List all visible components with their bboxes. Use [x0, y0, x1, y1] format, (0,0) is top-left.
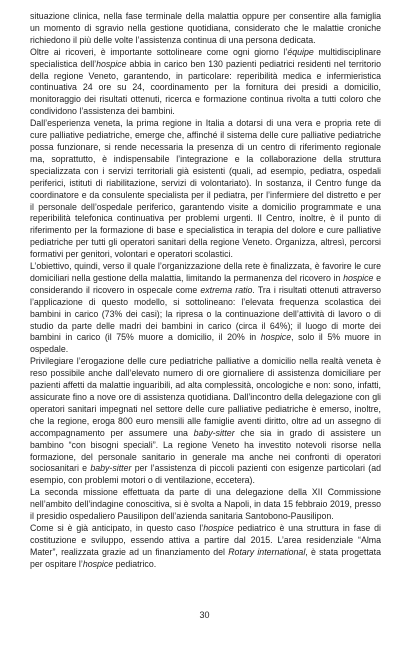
text-run: e considerando il ricovero in ospecale come — [30, 272, 381, 295]
text-run: Come si è già anticipato, in questo caso l’ — [30, 522, 204, 533]
italic-text-run: Rotary international — [228, 546, 306, 557]
text-run: Privilegiare l’erogazione delle cure pediatriche palliative a domicilio nella realtà veneta è reso possibile anche dall’elevato numero di ore giornaliere di assistenza domiciliare per pazienti affetti da malattie inguaribili, ad alta complessità, oncologiche e non: sono, infatti, assicurate fino a nove ore di assistenza quotidiana. Dall’incontro della delegazione con gli operatori sanitari impegnati nel settore delle cure palliative pediatriche è emerso, inoltre, che la regione, eroga 800 euro mensili alle famiglie aventi diritto, oltre ad un assegno di accompagnamento per assumere una — [30, 356, 381, 438]
italic-text-run: extrema ratio — [200, 284, 253, 295]
paragraph — [30, 118, 381, 261]
paragraph — [30, 47, 381, 118]
italic-text-run: hospice — [343, 272, 374, 283]
text-run: Oltre ai ricoveri, è importante sottolineare come ogni giorno l’ — [30, 46, 288, 57]
italic-text-run: hospice — [82, 558, 114, 569]
text-run: abbia in carico ben 130 pazienti pediatrici residenti nel territorio della regione Veneto, garantendo, in particolare: reperibilità medica e infermieristica continuativa 24 ore su 24, coordinamento per la fornitura dei presidi a domicilio, monitoraggio dei risultati ottenuti, ricerca e formazione continua rivolta a tutti coloro che condividono l’assistenza dei bambini. — [30, 58, 381, 117]
paragraph — [30, 487, 381, 523]
body-text — [30, 11, 381, 571]
italic-text-run: baby-sitter — [90, 463, 132, 474]
text-run: La seconda missione effettuata da parte di una delegazione della XII Commissione nell’ambito dell’indagine conoscitiva, si è svolta a Napoli, in data 15 febbraio 2019, presso il presidio ospedaliero Pausilipon dell’azienda sanitaria Santobono-Pausilipon. — [30, 487, 381, 522]
text-run: L’obiettivo, quindi, verso il quale l’organizzazione della rete è finalizzata, è favorire le cure domiciliari nella gestione della malattia, limitando la permanenza del ricovero in — [30, 261, 381, 283]
text-run: multidisciplinare specialistica dell’ — [30, 46, 381, 69]
text-run: , è stata progettata per ospitare l’ — [30, 546, 382, 569]
italic-text-run: hospice — [260, 332, 292, 343]
text-run: per l’assistenza di piccoli pazienti con esigenze particolari (ad esempio, con problemi motori o di ventilazione, eccetera). — [30, 463, 381, 486]
page-number: 30 — [199, 610, 210, 620]
text-run: pediatrico. — [113, 558, 157, 569]
paragraph — [30, 11, 381, 47]
text-run: , solo il 5% muore in ospedale. — [30, 332, 381, 355]
paragraph — [30, 356, 381, 487]
italic-text-run: hospice — [96, 58, 127, 69]
text-run: che sia in grado di assistere un bambino “con bisogni speciali”. La regione Veneto ha investito notevoli risorse nella formazione, del personale sanitario in generale ma anche nei confronti di operatori sociosanitari e — [30, 427, 381, 474]
text-run: situazione clinica, nella fase terminale della malattia oppure per consentire alla famiglia un momento di sgravio nella gestione quotidiana, considerato che le malattie croniche richiedono il più delle volte l’assistenza continua di una persona dedicata. — [30, 11, 381, 45]
text-run: pediatrico è una struttura in fase di costituzione e sviluppo, essendo attiva a partire dal 2015. L’area residenziale “Alma Mater”, realizzata grazie ad un finanziamento del — [30, 522, 381, 557]
italic-text-run: baby-sitter — [193, 427, 235, 438]
paragraph — [30, 523, 381, 571]
italic-text-run: hospice — [203, 522, 234, 533]
text-run: . Tra i risultati ottenuti attraverso l’applicazione di questo modello, si sottolineano: l’elevata frequenza scolastica dei bambini in carico (73% dei casi); la ripresa o la continuazione dell’attività di lavoro o di studio da parte delle madri dei bambini in carico (circa il 64%); il luogo di morte dei bambini in carico (il 75% muore a domicilio, il 20% in — [30, 284, 381, 343]
paragraph — [30, 261, 381, 356]
italic-text-run: équipe — [287, 46, 314, 57]
text-run: Dall’esperienza veneta, la prima regione in Italia a dotarsi di una vera e propria rete di cure palliative pediatriche, emerge che, affinché il sistema delle cure palliative pediatriche possa funzionare, si rende necessaria la presenza di un centro di riferimento regionale ma, soprattutto, è indispensabile l’integrazione e la collaborazione della struttura specializzata con i servizi territoriali già esistenti (quali, ad esempio, pediatra, ospedali periferici, istituti di riabilitazione, servizi di volontariato). In sostanza, il Centro funge da coordinatore e da consulente specialista per il pediatra, per l’infermiere del distretto e per il personale dell’ospedale periferico, garantendo visite a domicilio programmate e una reperibilità telefonica continuativa per problemi urgenti. Il Centro, inoltre, è il punto di riferimento per la formazione di base e specialistica in terapia del dolore e cure palliative pediatriche per tutti gli operatori sanitari della regione Veneto. Organizza, altresì, percorsi formativi per genitori, volontari e operatori scolastici. — [30, 118, 381, 260]
